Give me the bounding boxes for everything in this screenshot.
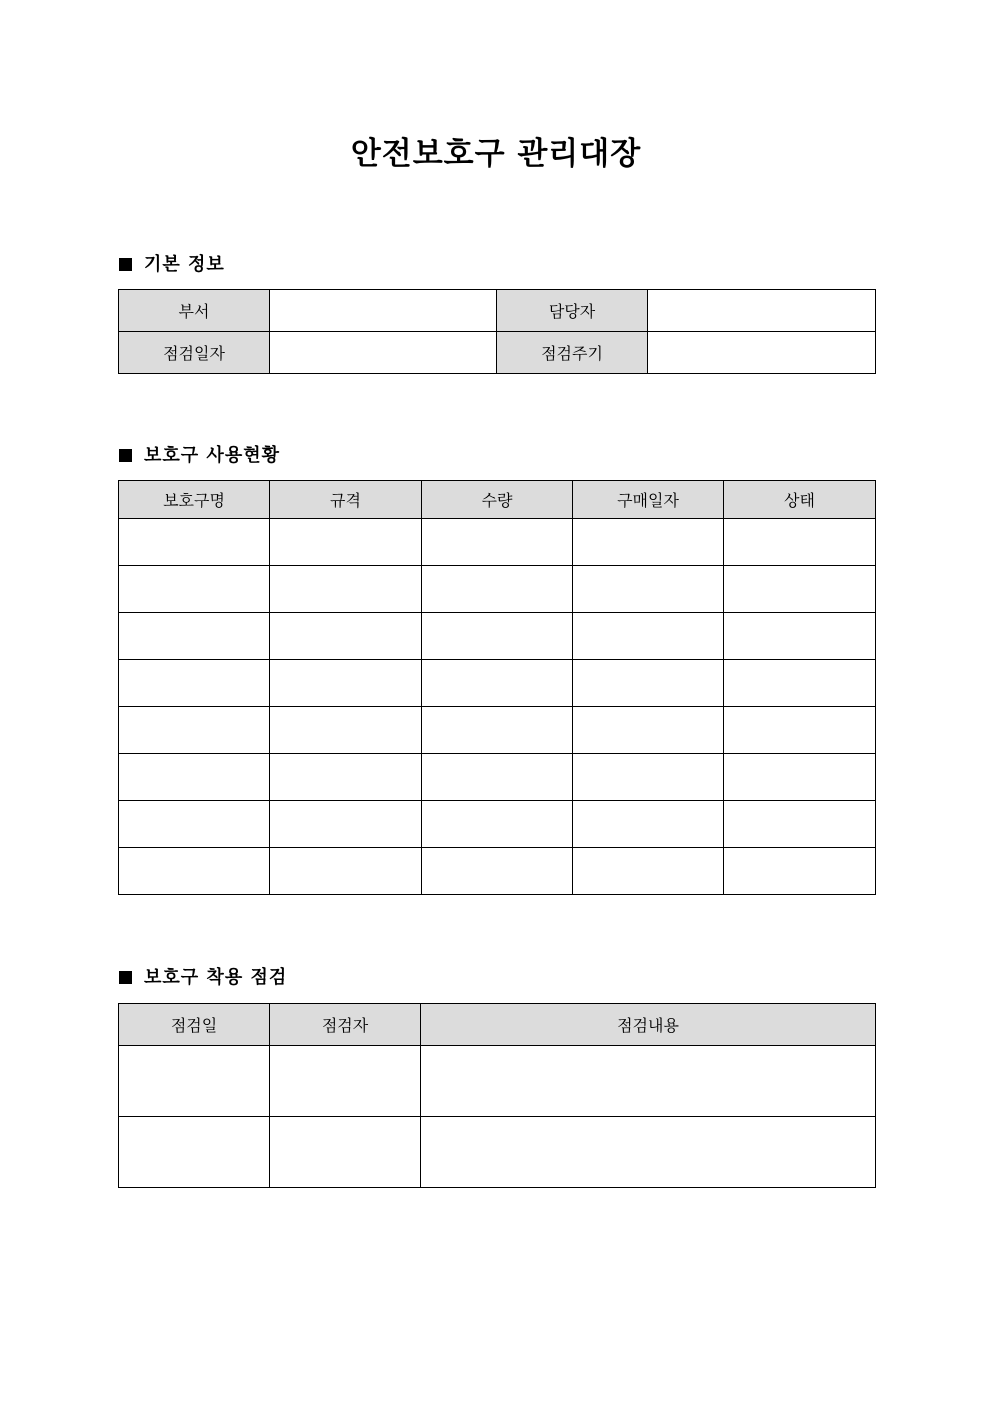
square-bullet-icon [119,258,132,271]
table-cell[interactable] [270,848,422,895]
table-cell[interactable] [422,660,573,707]
table-cell[interactable] [573,613,724,660]
table-row [119,1046,876,1117]
table-cell[interactable] [119,801,270,848]
table-cell[interactable] [421,1117,876,1188]
document-title: 안전보호구 관리대장 [350,136,642,172]
table-cell[interactable] [724,801,876,848]
table-cell[interactable] [119,848,270,895]
table-header-row [119,481,876,519]
section-title: 보호구 착용 점검 [144,967,288,988]
table-cell[interactable] [573,707,724,754]
table-cell[interactable] [422,566,573,613]
wear-inspection-table [118,1003,876,1188]
column-header: 점검자 [270,1004,421,1046]
table-row [119,566,876,613]
table-cell[interactable] [724,613,876,660]
table-row [119,613,876,660]
table-row [119,754,876,801]
column-header: 점검내용 [421,1004,876,1046]
square-bullet-icon [119,971,132,984]
manager-field[interactable] [648,290,876,332]
table-cell[interactable] [573,801,724,848]
table-cell[interactable] [422,707,573,754]
column-header: 수량 [422,481,573,519]
table-cell[interactable] [724,519,876,566]
table-row [119,290,876,332]
square-bullet-icon [119,449,132,462]
table-cell[interactable] [724,660,876,707]
inspection-date-label: 점검일자 [119,332,270,374]
table-cell[interactable] [422,519,573,566]
table-cell[interactable] [422,848,573,895]
table-cell[interactable] [119,1046,270,1117]
inspection-cycle-field[interactable] [648,332,876,374]
basic-info-table [118,289,876,374]
table-cell[interactable] [724,754,876,801]
section-title: 보호구 사용현황 [144,445,280,466]
table-cell[interactable] [724,566,876,613]
section-heading-wear-inspection [119,966,287,990]
inspection-cycle-label: 점검주기 [497,332,648,374]
section-title: 기본 정보 [144,254,225,275]
table-cell[interactable] [270,707,422,754]
table-cell[interactable] [270,1117,421,1188]
department-label: 부서 [119,290,270,332]
table-cell[interactable] [573,848,724,895]
table-cell[interactable] [270,519,422,566]
table-cell[interactable] [270,754,422,801]
table-row [119,519,876,566]
table-cell[interactable] [270,660,422,707]
table-row [119,848,876,895]
manager-label: 담당자 [497,290,648,332]
column-header: 점검일 [119,1004,270,1046]
table-cell[interactable] [119,613,270,660]
table-row [119,801,876,848]
table-cell[interactable] [119,660,270,707]
table-cell[interactable] [270,613,422,660]
table-cell[interactable] [573,754,724,801]
table-cell[interactable] [270,801,422,848]
table-cell[interactable] [573,660,724,707]
table-cell[interactable] [422,613,573,660]
table-row [119,332,876,374]
column-header: 상태 [724,481,876,519]
column-header: 구매일자 [573,481,724,519]
column-header: 규격 [270,481,422,519]
table-cell[interactable] [119,754,270,801]
table-cell[interactable] [573,519,724,566]
column-header: 보호구명 [119,481,270,519]
section-heading-usage-status [119,444,280,468]
table-row [119,1117,876,1188]
section-heading-basic-info [119,253,225,277]
table-cell[interactable] [119,566,270,613]
department-field[interactable] [270,290,497,332]
usage-status-table [118,480,876,895]
inspection-date-field[interactable] [270,332,497,374]
table-header-row [119,1004,876,1046]
table-cell[interactable] [421,1046,876,1117]
table-row [119,660,876,707]
table-cell[interactable] [119,519,270,566]
table-cell[interactable] [270,1046,421,1117]
table-row [119,707,876,754]
table-cell[interactable] [270,566,422,613]
table-cell[interactable] [422,801,573,848]
table-cell[interactable] [119,1117,270,1188]
table-cell[interactable] [573,566,724,613]
table-cell[interactable] [119,707,270,754]
table-cell[interactable] [724,707,876,754]
table-cell[interactable] [422,754,573,801]
table-cell[interactable] [724,848,876,895]
